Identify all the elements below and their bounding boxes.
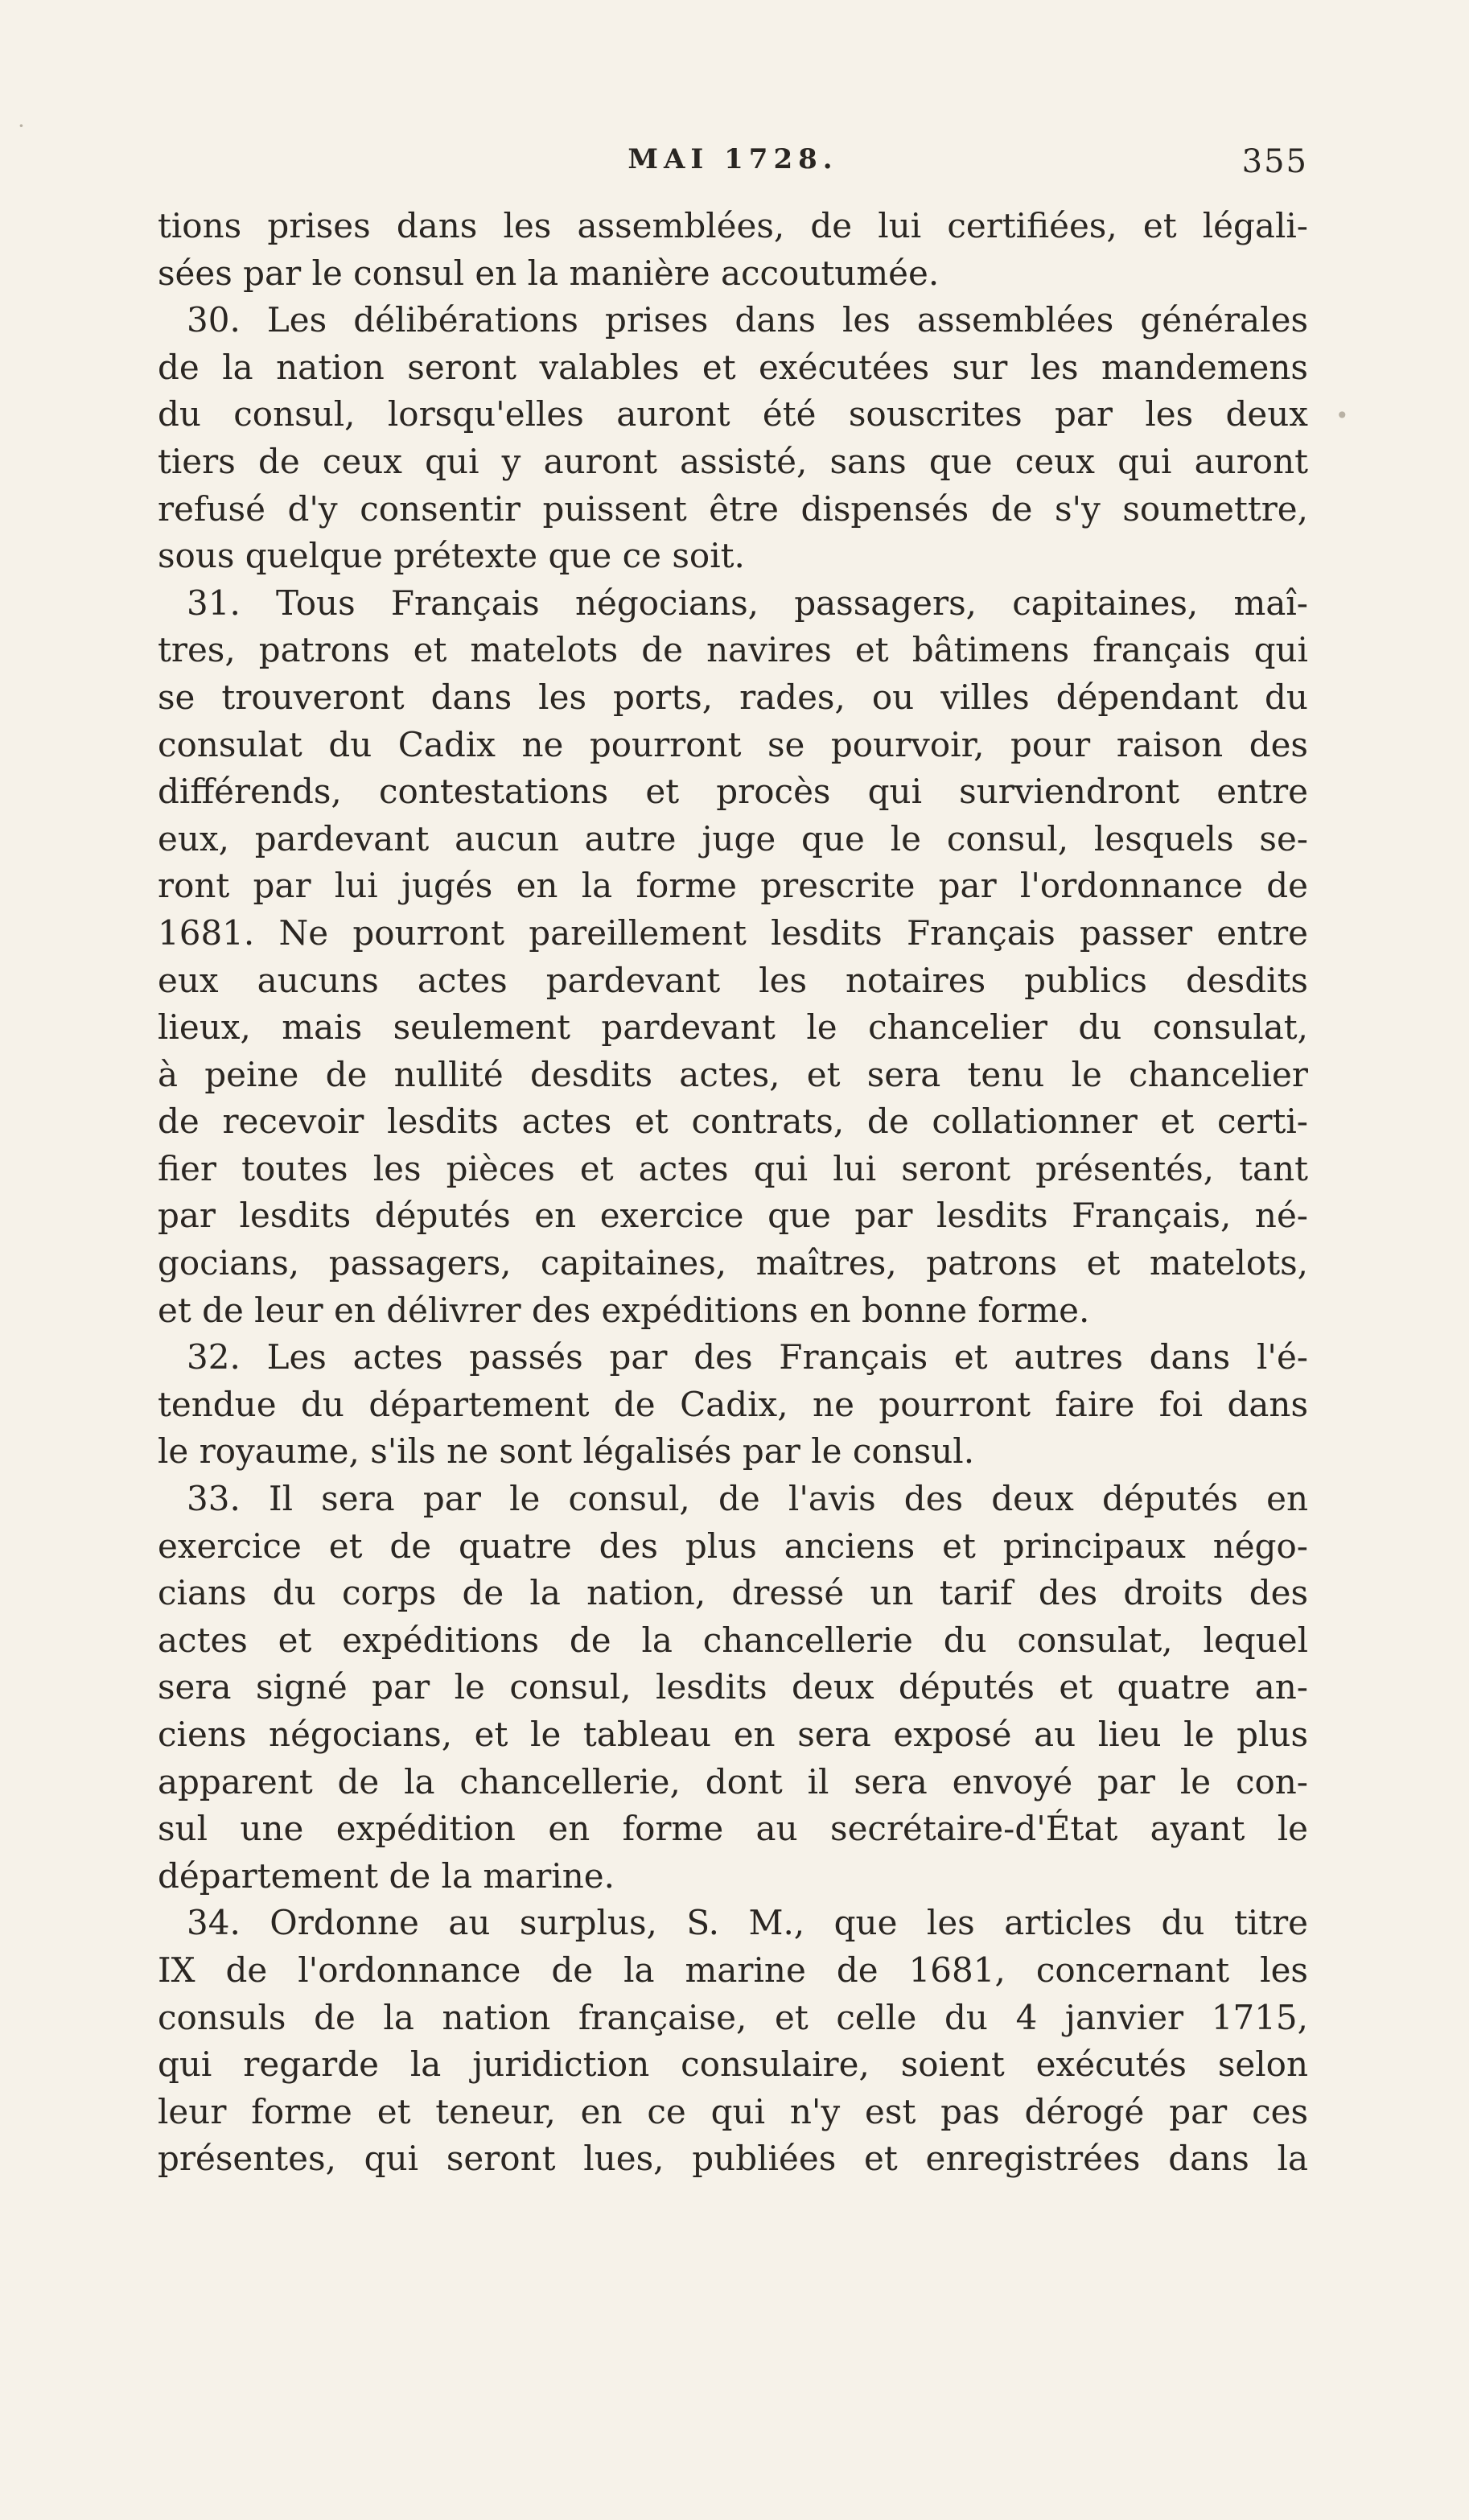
text-line: le royaume, s'ils ne sont légalisés par le consul. <box>158 1431 975 1472</box>
text-line: fier toutes les pièces et actes qui lui seront présentés, tant <box>158 1148 1308 1188</box>
text-line: refusé d'y consentir puissent être dispensés de s'y soumettre, <box>158 488 1308 529</box>
page-number: 355 <box>1241 143 1308 180</box>
article-33-start: 33. Il sera par le consul, de l'avis des deux députés en <box>187 1479 1308 1519</box>
running-head: MAI 1728. <box>628 143 838 175</box>
text-line: à peine de nullité desdits actes, et sera tenu le chancelier <box>158 1054 1308 1094</box>
article-32-start: 32. Les actes passés par des Français et autres dans l'é- <box>187 1337 1308 1377</box>
text-line: sous quelque prétexte que ce soit. <box>158 536 745 576</box>
text-line: ront par lui jugés en la forme prescrite par l'ordonnance de <box>158 866 1308 906</box>
article-34-start: 34. Ordonne au surplus, S. M., que les articles du titre <box>187 1903 1308 1943</box>
text-line: gocians, passagers, capitaines, maîtres, patrons et matelots, <box>158 1243 1308 1283</box>
text-line: et de leur en délivrer des expéditions en bonne forme. <box>158 1290 1090 1330</box>
paper-speck: • <box>1335 402 1349 429</box>
article-30-start: 30. Les délibérations prises dans les assemblées générales <box>187 300 1308 340</box>
body-text <box>158 203 1308 2183</box>
text-line: eux, pardevant aucun autre juge que le consul, lesquels se- <box>158 818 1308 859</box>
text-line: se trouveront dans les ports, rades, ou villes dépendant du <box>158 677 1308 717</box>
text-line: consuls de la nation française, et celle du 4 janvier 1715, <box>158 1997 1308 2037</box>
text-line: ciens négocians, et le tableau en sera exposé au lieu le plus <box>158 1715 1308 1754</box>
text-line: apparent de la chancellerie, dont il sera envoyé par le con- <box>158 1761 1308 1801</box>
text-line: exercice et de quatre des plus anciens et principaux négo- <box>158 1526 1308 1566</box>
text-line: du consul, lorsqu'elles auront été souscrites par les deux <box>158 394 1308 434</box>
text-line: département de la marine. <box>158 1855 615 1896</box>
text-line: de recevoir lesdits actes et contrats, de collationner et certi- <box>158 1101 1308 1142</box>
text-line: tions prises dans les assemblées, de lui certifiées, et légali- <box>158 206 1308 245</box>
text-line: tres, patrons et matelots de navires et bâtimens français qui <box>158 630 1308 670</box>
text-line: par lesdits députés en exercice que par lesdits Français, né- <box>158 1196 1308 1236</box>
text-line: leur forme et teneur, en ce qui n'y est pas dérogé par ces <box>158 2091 1308 2131</box>
text-line: tiers de ceux qui y auront assisté, sans que ceux qui auront <box>158 441 1308 481</box>
text-line: sul une expédition en forme au secrétaire-d'État ayant le <box>158 1809 1308 1849</box>
text-line: de la nation seront valables et exécutées sur les mandemens <box>158 347 1308 387</box>
text-line: 1681. Ne pourront pareillement lesdits Français passer entre <box>158 912 1308 953</box>
text-line: IX de l'ordonnance de la marine de 1681, concernant les <box>158 1950 1308 1990</box>
text-line: différends, contestations et procès qui surviendront entre <box>158 772 1308 812</box>
text-line: actes et expéditions de la chancellerie du consulat, lequel <box>158 1620 1308 1660</box>
text-line: eux aucuns actes pardevant les notaires publics desdits <box>158 960 1308 1000</box>
text-line: consulat du Cadix ne pourront se pourvoir, pour raison des <box>158 724 1308 764</box>
text-line: sera signé par le consul, lesdits deux députés et quatre an- <box>158 1667 1308 1707</box>
text-line: présentes, qui seront lues, publiées et enregistrées dans la <box>158 2139 1308 2179</box>
text-line: tendue du département de Cadix, ne pourront faire foi dans <box>158 1384 1308 1424</box>
article-31-start: 31. Tous Français négocians, passagers, capitaines, maî- <box>187 583 1308 623</box>
paper-speck: · <box>18 113 25 139</box>
page-header <box>158 143 1308 191</box>
text-line: cians du corps de la nation, dressé un tarif des droits des <box>158 1573 1308 1613</box>
text-line: lieux, mais seulement pardevant le chancelier du consulat, <box>158 1007 1308 1048</box>
text-line: sées par le consul en la manière accoutumée. <box>158 253 940 293</box>
text-line: qui regarde la juridiction consulaire, soient exécutés selon <box>158 2044 1308 2085</box>
